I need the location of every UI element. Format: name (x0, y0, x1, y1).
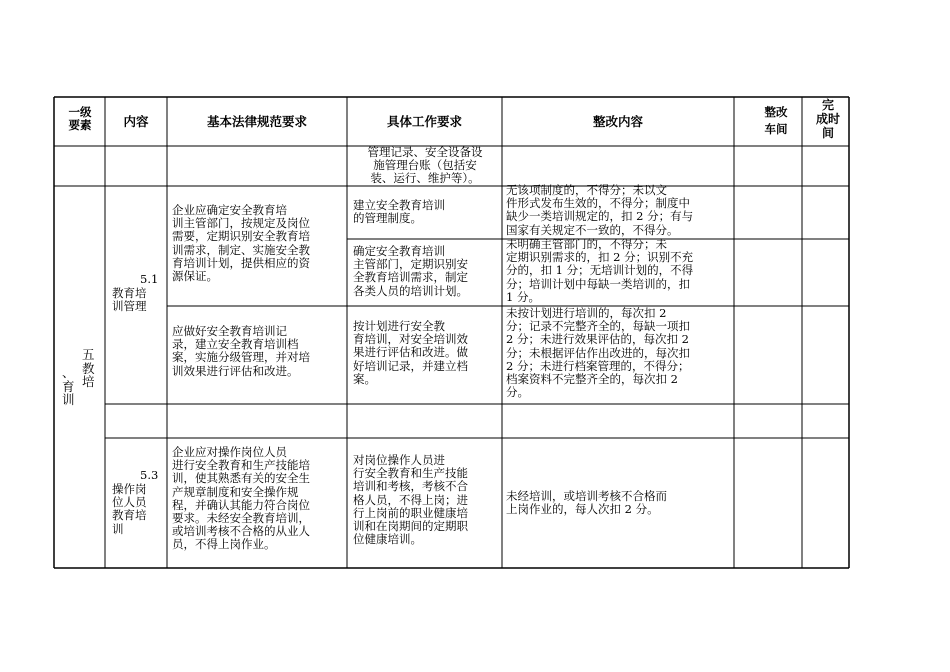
item-5-1-rectify-2: 未明确主管部门的，不得分；未 定期识别需求的，扣 2 分；识别不充 分的，扣 1 分；无培训计划的，不得 分；培训计划中每缺一类培训的，扣 1 分。 (506, 237, 694, 304)
item-5-1-work-1: 建立安全教育培训 的管理制度。 (353, 198, 445, 226)
item-5-3-number: 5.3 (140, 468, 159, 482)
element-label-a: 五 教 培 (82, 347, 95, 389)
item-5-1-title: 教育培 训管理 (112, 286, 147, 314)
item-5-3-work: 对岗位操作人员进 行安全教育和生产技能 培训和考核，考核不合 格人员，不得上岗；进 行上岗前的职业健康培 训和在岗期间的定期职 位健康培训。 (353, 453, 468, 547)
item-5-1-law-1: 企业应确定安全教育培 训主管部门，按规定及岗位 需要，定期识别安全教育培 训需求，制定、实施安全教 育培训计划，提供相应的资 源保证。 (172, 203, 310, 284)
item-5-1-law-2: 应做好安全教育培训记 录，建立安全教育培训档 案，实施分级管理，并对培 训效果进行评估和改进。 (172, 324, 310, 378)
header-work: 具体工作要求 (386, 114, 462, 129)
item-5-3-rectify: 未经培训，或培训考核不合格而 上岗作业的，每人次扣 2 分。 (506, 489, 667, 517)
item-5-1-rectify-3: 未按计划进行培训的，每次扣 2 分；记录不完整齐全的，每缺一项扣 2 分；未进行效果评估的，每次扣 2 分；未根据评估作出改进的，每次扣 2 分；未进行档案管理的，不得分； 档案资料不完整齐全的，每次扣 2 分。 (506, 306, 690, 400)
header-time: 完 成时 间 (815, 98, 840, 140)
header-law: 基本法律规范要求 (206, 114, 307, 129)
element-label-b: 、 育 训 (62, 365, 75, 407)
continuation-work-text: 管理记录、安全设备设 施管理台账（包括安 装、运行、维护等）。 (367, 145, 483, 186)
item-5-1-work-2: 确定安全教育培训 主管部门，定期识别安 全教育培训需求，制定 各类人员的培训计划。 (353, 244, 468, 298)
item-5-1-number: 5.1 (140, 272, 159, 286)
header-rectify: 整改内容 (592, 114, 643, 129)
item-5-3-title: 操作岗 位人员 教育培 训 (112, 482, 147, 536)
header-content: 内容 (123, 114, 149, 129)
item-5-1-rectify-1: 无该项制度的，不得分；未以文 件形式发布生效的，不得分；制度中 缺少一类培训规定的，扣 2 分；有与 国家有关规定不一致的，不得分。 (506, 183, 694, 237)
item-5-1-work-3: 按计划进行安全教 育培训，对安全培训效 果进行评估和改进。做 好培训记录，并建立档 案。 (353, 319, 468, 386)
header-level1: 一级 要素 (68, 105, 92, 133)
item-5-3-law: 企业应对操作岗位人员 进行安全教育和生产技能培 训，使其熟悉有关的安全生 产规章制度和安全操作规 程，并确认其能力符合岗位 要求。未经安全教育培训， 或培训考核不合格的从业人 员，不得上岗作业。 (172, 445, 310, 552)
header-workshop: 整改 车间 (764, 105, 788, 136)
